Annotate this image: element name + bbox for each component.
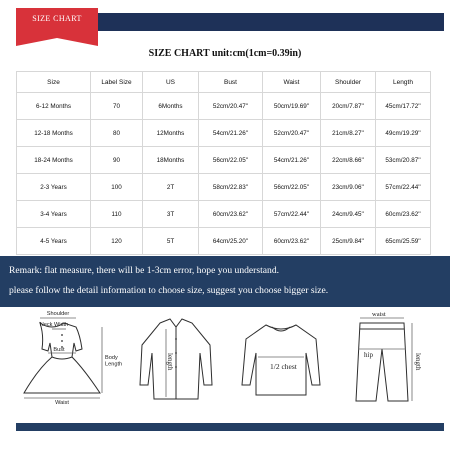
cell-waist: 60cm/23.62'' <box>263 228 321 255</box>
badge-label: SIZE CHART <box>32 14 82 23</box>
shoulder-label: Shoulder <box>46 311 70 317</box>
shirt-button <box>175 352 177 354</box>
pants-waist-label: waist <box>372 311 386 318</box>
dress-button <box>61 334 63 336</box>
cell-us: 5T <box>143 228 199 255</box>
cell-label-size: 80 <box>91 120 143 147</box>
waist-label: Waist <box>55 400 69 406</box>
table-row <box>17 120 431 147</box>
cell-waist: 52cm/20.47'' <box>263 120 321 147</box>
cell-size: 6-12 Months <box>17 93 91 120</box>
remark-band <box>0 256 450 307</box>
cell-us: 2T <box>143 174 199 201</box>
column-header-bust: Bust <box>199 72 263 93</box>
table-row <box>17 93 431 120</box>
cell-length: 45cm/17.72'' <box>376 93 431 120</box>
cell-shoulder: 24cm/9.45'' <box>321 201 376 228</box>
size-table <box>16 71 431 255</box>
pants-diagram <box>338 309 444 409</box>
cell-us: 18Months <box>143 147 199 174</box>
hip-label: hip <box>364 351 373 359</box>
body-length-label: Body Length <box>105 355 122 368</box>
footer-banner <box>16 423 444 431</box>
table-row <box>17 147 431 174</box>
cell-waist: 57cm/22.44'' <box>263 201 321 228</box>
column-header-shoulder: Shoulder <box>321 72 376 93</box>
cell-waist: 56cm/22.05'' <box>263 174 321 201</box>
cell-shoulder: 21cm/8.27'' <box>321 120 376 147</box>
size-advice-text: please follow the detail information to choose size, suggest you choose bigger size. <box>9 285 329 296</box>
cell-us: 12Months <box>143 120 199 147</box>
table-row <box>17 201 431 228</box>
dress-button <box>61 340 63 342</box>
sweater-diagram <box>232 309 330 409</box>
pants-length-label: length <box>414 353 422 371</box>
cell-size: 18-24 Months <box>17 147 91 174</box>
column-header-label-size: Label Size <box>91 72 143 93</box>
cell-shoulder: 25cm/9.84'' <box>321 228 376 255</box>
table-header-row <box>17 72 431 93</box>
chest-label: 1/2 chest <box>270 362 297 371</box>
cell-label-size: 90 <box>91 147 143 174</box>
cell-length: 49cm/19.29'' <box>376 120 431 147</box>
column-header-length: Length <box>376 72 431 93</box>
cell-length: 65cm/25.59'' <box>376 228 431 255</box>
cell-us: 6Months <box>143 93 199 120</box>
shirt-diagram <box>130 309 222 409</box>
cell-bust: 52cm/20.47'' <box>199 93 263 120</box>
cell-label-size: 100 <box>91 174 143 201</box>
cell-bust: 64cm/25.20'' <box>199 228 263 255</box>
cell-size: 4-5 Years <box>17 228 91 255</box>
cell-length: 53cm/20.87'' <box>376 147 431 174</box>
table-row <box>17 228 431 255</box>
cell-label-size: 110 <box>91 201 143 228</box>
cell-shoulder: 22cm/8.66'' <box>321 147 376 174</box>
cell-bust: 56cm/22.05'' <box>199 147 263 174</box>
cell-us: 3T <box>143 201 199 228</box>
column-header-us: US <box>143 72 199 93</box>
cell-bust: 58cm/22.83'' <box>199 174 263 201</box>
shirt-button <box>175 338 177 340</box>
neck-width-label: Neck Width <box>39 322 69 328</box>
cell-shoulder: 20cm/7.87'' <box>321 93 376 120</box>
dress-diagram <box>4 309 122 409</box>
chart-title: SIZE CHART unit:cm(1cm=0.39in) <box>148 48 302 59</box>
column-header-waist: Waist <box>263 72 321 93</box>
cell-bust: 54cm/21.26'' <box>199 120 263 147</box>
cell-waist: 54cm/21.26'' <box>263 147 321 174</box>
cell-size: 12-18 Months <box>17 120 91 147</box>
bust-label: Bust <box>53 347 65 353</box>
dress-outline <box>24 323 100 393</box>
cell-label-size: 120 <box>91 228 143 255</box>
shirt-length-label: length <box>166 353 174 371</box>
dress-waist-seam <box>52 357 72 359</box>
remark-text: Remark: flat measure, there will be 1-3cm error, hope you understand. <box>9 265 280 276</box>
cell-size: 2-3 Years <box>17 174 91 201</box>
cell-waist: 50cm/19.69'' <box>263 93 321 120</box>
shirt-button <box>175 366 177 368</box>
size-chart-badge <box>16 8 98 38</box>
cell-bust: 60cm/23.62'' <box>199 201 263 228</box>
column-header-size: Size <box>17 72 91 93</box>
cell-size: 3-4 Years <box>17 201 91 228</box>
badge-notch <box>16 38 98 46</box>
cell-length: 57cm/22.44'' <box>376 174 431 201</box>
table-row <box>17 174 431 201</box>
cell-label-size: 70 <box>91 93 143 120</box>
cell-length: 60cm/23.62'' <box>376 201 431 228</box>
sweater-outline <box>242 325 320 395</box>
cell-shoulder: 23cm/9.06'' <box>321 174 376 201</box>
pants-outline <box>356 323 408 401</box>
